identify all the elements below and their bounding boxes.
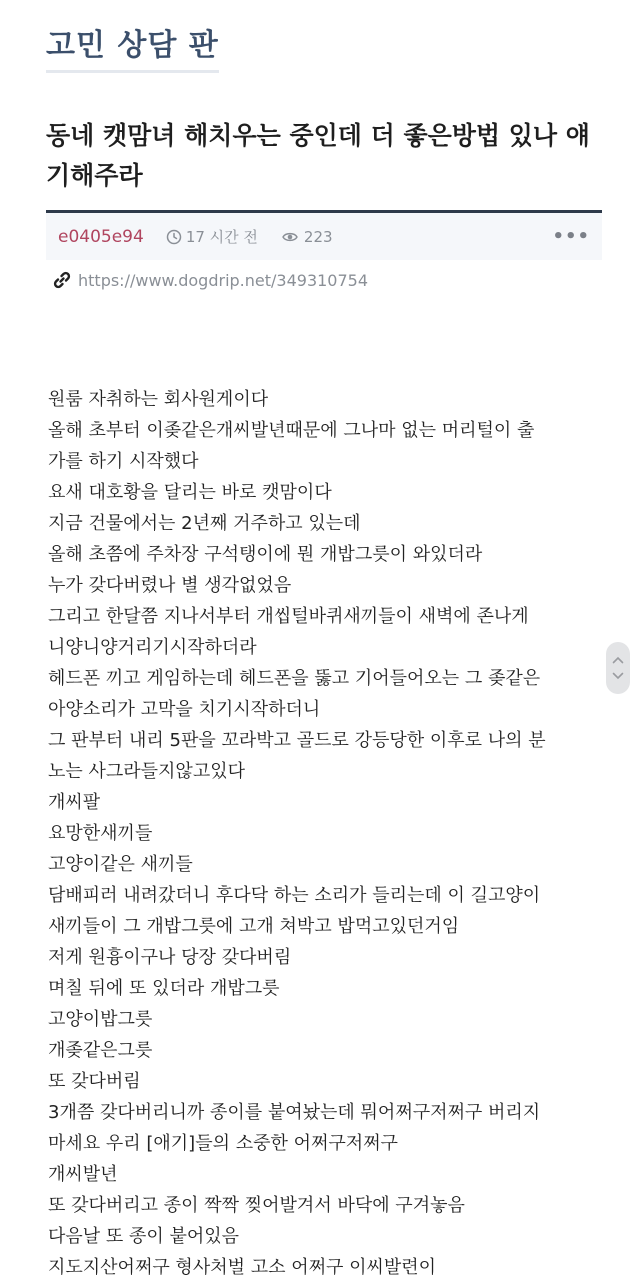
body-line: 원룸 자취하는 회사원게이다	[48, 389, 269, 410]
body-line: 저게 원흉이구나 당장 갖다버림	[48, 947, 292, 968]
body-line: 다음날 또 종이 붙어있음	[48, 1226, 240, 1247]
post-views-count: 223	[303, 227, 333, 246]
body-line: 노는 사그라들지않고있다	[48, 761, 245, 782]
body-line: 그리고 한달쯤 지나서부터 개씹털바퀴새끼들이 새벽에 존나게	[48, 606, 529, 627]
body-line: 가를 하기 시작했다	[48, 451, 199, 472]
scroll-control[interactable]	[606, 642, 630, 694]
eye-icon	[280, 229, 300, 245]
body-line: 니양니양거리기시작하더라	[48, 637, 257, 658]
body-line: 또 갖다버림	[48, 1071, 141, 1092]
body-line: 고양이밥그릇	[48, 1009, 153, 1030]
body-line: 지도지산어쩌구 형사처벌 고소 어쩌구 이씨발련이	[48, 1257, 437, 1278]
post-meta-bar	[46, 210, 602, 260]
body-line: 새끼들이 그 개밥그릇에 고개 쳐박고 밥먹고있던거임	[48, 916, 460, 937]
body-line: 3개쯤 갖다버리니까 종이를 붙여놨는데 뭐어쩌구저쩌구 버리지	[48, 1102, 541, 1123]
body-line: 올해 초부터 이좆같은개씨발년때문에 그나마 없는 머리털이 출	[48, 420, 535, 441]
body-line: 담배피러 내려갔더니 후다닥 하는 소리가 들리는데 이 길고양이	[48, 885, 541, 906]
author-name[interactable]: e0405e94	[58, 226, 144, 247]
link-icon	[52, 270, 72, 290]
body-line: 헤드폰 끼고 게임하는데 헤드폰을 뚫고 기어들어오는 그 좆같은	[48, 668, 541, 689]
body-line: 지금 건물에서는 2년째 거주하고 있는데	[48, 513, 361, 534]
body-line: 또 갖다버리고 종이 짝짝 찢어발겨서 바닥에 구겨놓음	[48, 1195, 465, 1216]
body-line: 누가 갖다버렸나 별 생각없었음	[48, 575, 292, 596]
board-title[interactable]: 고민 상담 판	[46, 26, 219, 73]
chevron-up-icon[interactable]	[612, 656, 624, 664]
post-views	[280, 228, 333, 246]
body-line: 개좆같은그릇	[48, 1040, 153, 1061]
body-line: 아양소리가 고막을 치기시작하더니	[48, 699, 321, 720]
body-line: 요망한새끼들	[48, 823, 153, 844]
post-link-row	[52, 270, 368, 290]
more-options-button[interactable]: •••	[552, 226, 590, 247]
post-url-link[interactable]: https://www.dogdrip.net/349310754	[78, 270, 369, 290]
chevron-down-icon[interactable]	[612, 672, 624, 680]
body-line: 요새 대호황을 달리는 바로 캣맘이다	[48, 482, 332, 503]
post-body	[48, 384, 608, 1280]
clock-icon	[166, 229, 182, 245]
post-title: 동네 캣맘녀 해치우는 중인데 더 좋은방법 있나 얘기해주라	[46, 121, 590, 190]
board-header	[46, 26, 219, 73]
body-line: 올해 초쯤에 주차장 구석탱이에 뭔 개밥그릇이 와있더라	[48, 544, 483, 565]
body-line: 며칠 뒤에 또 있더라 개밥그릇	[48, 978, 280, 999]
body-line: 마세요 우리 [애기]들의 소중한 어쩌구저쩌구	[48, 1133, 398, 1154]
post-time-text: 17 시간 전	[185, 228, 258, 246]
body-line: 개씨팔	[48, 792, 101, 813]
body-line: 그 판부터 내리 5판을 꼬라박고 골드로 강등당한 이후로 나의 분	[48, 730, 546, 751]
body-line: 개씨발년	[48, 1164, 118, 1185]
body-line: 고양이같은 새끼들	[48, 854, 193, 875]
post-time	[166, 226, 258, 247]
